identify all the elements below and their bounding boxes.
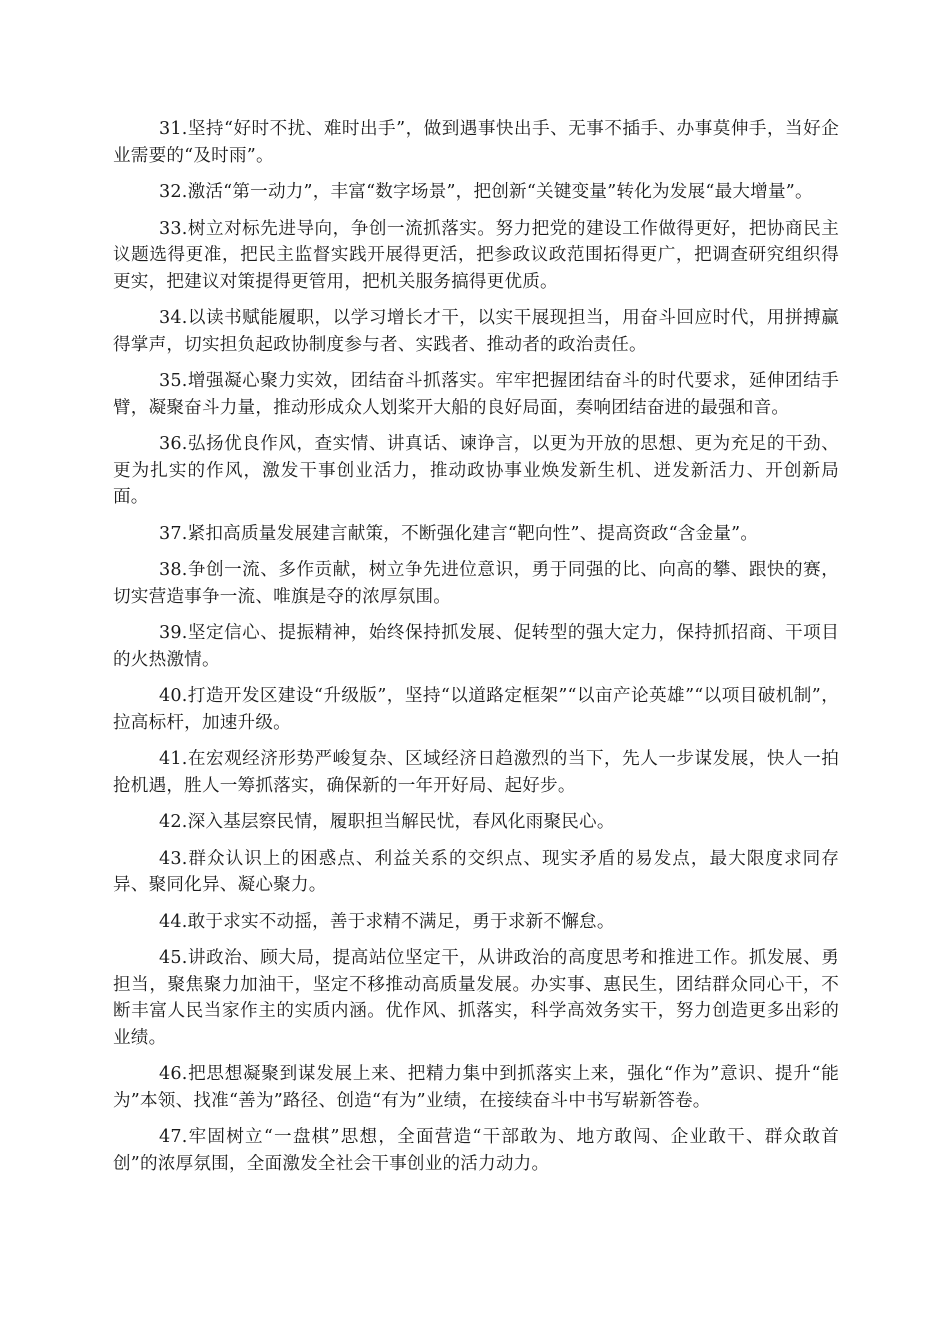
paragraph-44: 44.敢于求实不动摇，善于求精不满足，勇于求新不懈怠。 xyxy=(159,911,615,932)
paragraph-34: 34.以读书赋能履职，以学习增长才干，以实干展现担当，用奋斗回应时代，用拼搏赢得掌声，切实担负起政协制度参与者、实践者、推动者的政治责任。 xyxy=(113,308,839,355)
paragraph-32: 32.激活“第一动力”，丰富“数字场景”，把创新“关键变量”转化为发展“最大增量”。 xyxy=(159,182,813,202)
paragraph-46: 46.把思想凝聚到谋发展上来、把精力集中到抓落实上来，强化“作为”意识、提升“能为”本领、找准“善为”路径、创造“有为”业绩，在接续奋斗中书写崭新答卷。 xyxy=(113,1064,839,1111)
paragraph-41: 41.在宏观经济形势严峻复杂、区域经济日趋激烈的当下，先人一步谋发展，快人一拍抢机遇，胜人一筹抓落实，确保新的一年开好局、起好步。 xyxy=(113,749,839,796)
paragraph-33: 33.树立对标先进导向，争创一流抓落实。努力把党的建设工作做得更好，把协商民主议题选得更准，把民主监督实践开展得更活，把参政议政范围拓得更广，把调查研究组织得更实，把建议对策提得更管用，把机关服务搞得更优质。 xyxy=(113,218,839,292)
paragraph-37: 37.紧扣高质量发展建言献策，不断强化建言“靶向性”、提高资政“含金量”。 xyxy=(159,523,759,544)
paragraph-36: 36.弘扬优良作风，查实情、讲真话、谏诤言，以更为开放的思想、更为充足的干劲、更为扎实的作风，激发干事创业活力，推动政协事业焕发新生机、迸发新活力、开创新局面。 xyxy=(113,434,839,507)
paragraph-35: 35.增强凝心聚力实效，团结奋斗抓落实。牢牢把握团结奋斗的时代要求，延伸团结手臂，凝聚奋斗力量，推动形成众人划桨开大船的良好局面，奏响团结奋进的最强和音。 xyxy=(113,371,839,418)
paragraph-47: 47.牢固树立“一盘棋”思想，全面营造“干部敢为、地方敢闯、企业敢干、群众敢首创”的浓厚氛围，全面激发全社会干事创业的活力动力。 xyxy=(113,1127,839,1174)
paragraph-40: 40.打造开发区建设“升级版”，坚持“以道路定框架”“以亩产论英雄”“以项目破机制”，拉高标杆，加速升级。 xyxy=(113,686,839,733)
paragraph-39: 39.坚定信心、提振精神，始终保持抓发展、促转型的强大定力，保持抓招商、干项目的火热激情。 xyxy=(113,623,839,670)
paragraph-42: 42.深入基层察民情，履职担当解民忧，春风化雨聚民心。 xyxy=(159,812,615,832)
paragraph-38: 38.争创一流、多作贡献，树立争先进位意识，勇于同强的比、向高的攀、跟快的赛，切实营造事争一流、唯旗是夺的浓厚氛围。 xyxy=(113,560,839,607)
paragraph-45: 45.讲政治、顾大局，提高站位坚定干，从讲政治的高度思考和推进工作。抓发展、勇担当，聚焦聚力加油干，坚定不移推动高质量发展。办实事、惠民生，团结群众同心干，不断丰富人民当家作主的实质内涵。优作风、抓落实，科学高效务实干，努力创造更多出彩的业绩。 xyxy=(113,948,839,1048)
paragraph-31: 31.坚持“好时不扰、难时出手”，做到遇事快出手、无事不插手、办事莫伸手，当好企业需要的“及时雨”。 xyxy=(113,119,839,166)
document-body xyxy=(113,116,839,1187)
paragraph-43: 43.群众认识上的困惑点、利益关系的交织点、现实矛盾的易发点，最大限度求同存异、聚同化异、凝心聚力。 xyxy=(113,848,839,895)
